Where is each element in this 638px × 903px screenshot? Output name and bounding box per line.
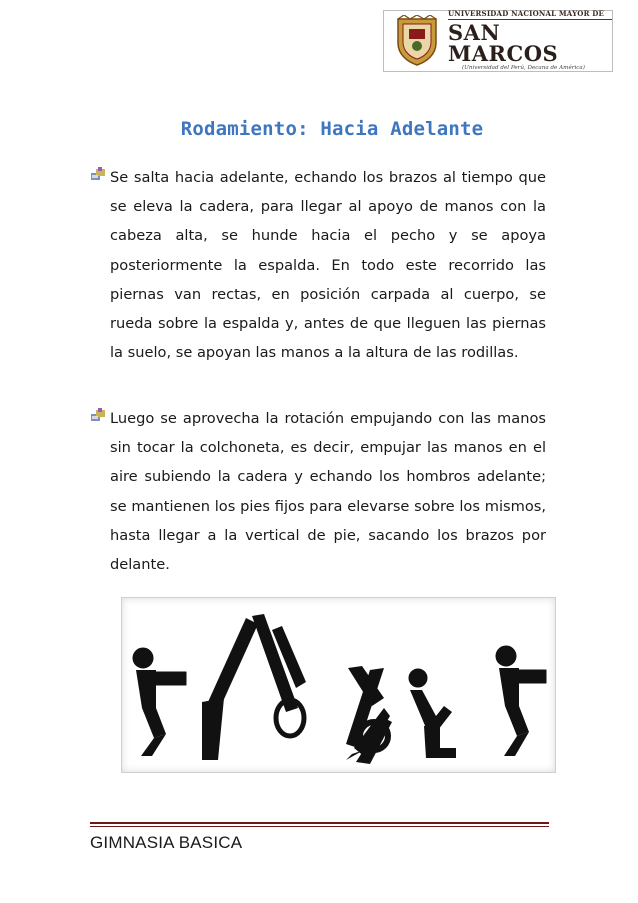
footer-text: GIMNASIA BASICA bbox=[90, 833, 243, 852]
folder-bullet-icon bbox=[91, 167, 106, 181]
pose-4-icon bbox=[409, 669, 456, 758]
paragraph-2: Luego se aprovecha la rotación empujando con las manos sin tocar la colchoneta, es decir, empujar las manos en el aire subiendo la cadera y echando los hombros adelante; se mantienen los pies fijos para elevarse sobre los mismos, hasta llegar a la vertical de pie, sacando los brazos por delante. bbox=[110, 410, 546, 574]
pose-3-icon bbox=[346, 666, 392, 764]
logo-line-2: SAN MARCOS bbox=[448, 20, 559, 67]
folder-bullet-icon bbox=[91, 408, 106, 422]
footer-rule bbox=[90, 822, 549, 824]
pose-1-icon bbox=[133, 648, 186, 756]
university-crest-icon bbox=[394, 15, 440, 67]
university-logo bbox=[383, 10, 613, 72]
pose-2-icon bbox=[202, 614, 306, 760]
footer-rule-thin bbox=[90, 826, 549, 827]
logo-line-1: UNIVERSIDAD NACIONAL MAYOR DE bbox=[448, 10, 612, 20]
forward-roll-figure bbox=[121, 597, 556, 773]
pose-5-icon bbox=[496, 646, 546, 756]
logo-line-3: (Universidad del Perú, Decana de América) bbox=[462, 65, 585, 72]
forward-roll-sequence-pictogram bbox=[122, 598, 557, 774]
paragraph-1: Se salta hacia adelante, echando los brazos al tiempo que se eleva la cadera, para llegar al apoyo de manos con la cabeza alta, se hunde hacia el pecho y se apoya posteriormente la espalda. En todo este recorrido las piernas van rectas, en posición carpada al cuerpo, se rueda sobre la espalda y, antes de que lleguen las piernas la suelo, se apoyan las manos a la altura de las rodillas. bbox=[110, 169, 546, 362]
page-title: Rodamiento: Hacia Adelante bbox=[180, 118, 484, 140]
